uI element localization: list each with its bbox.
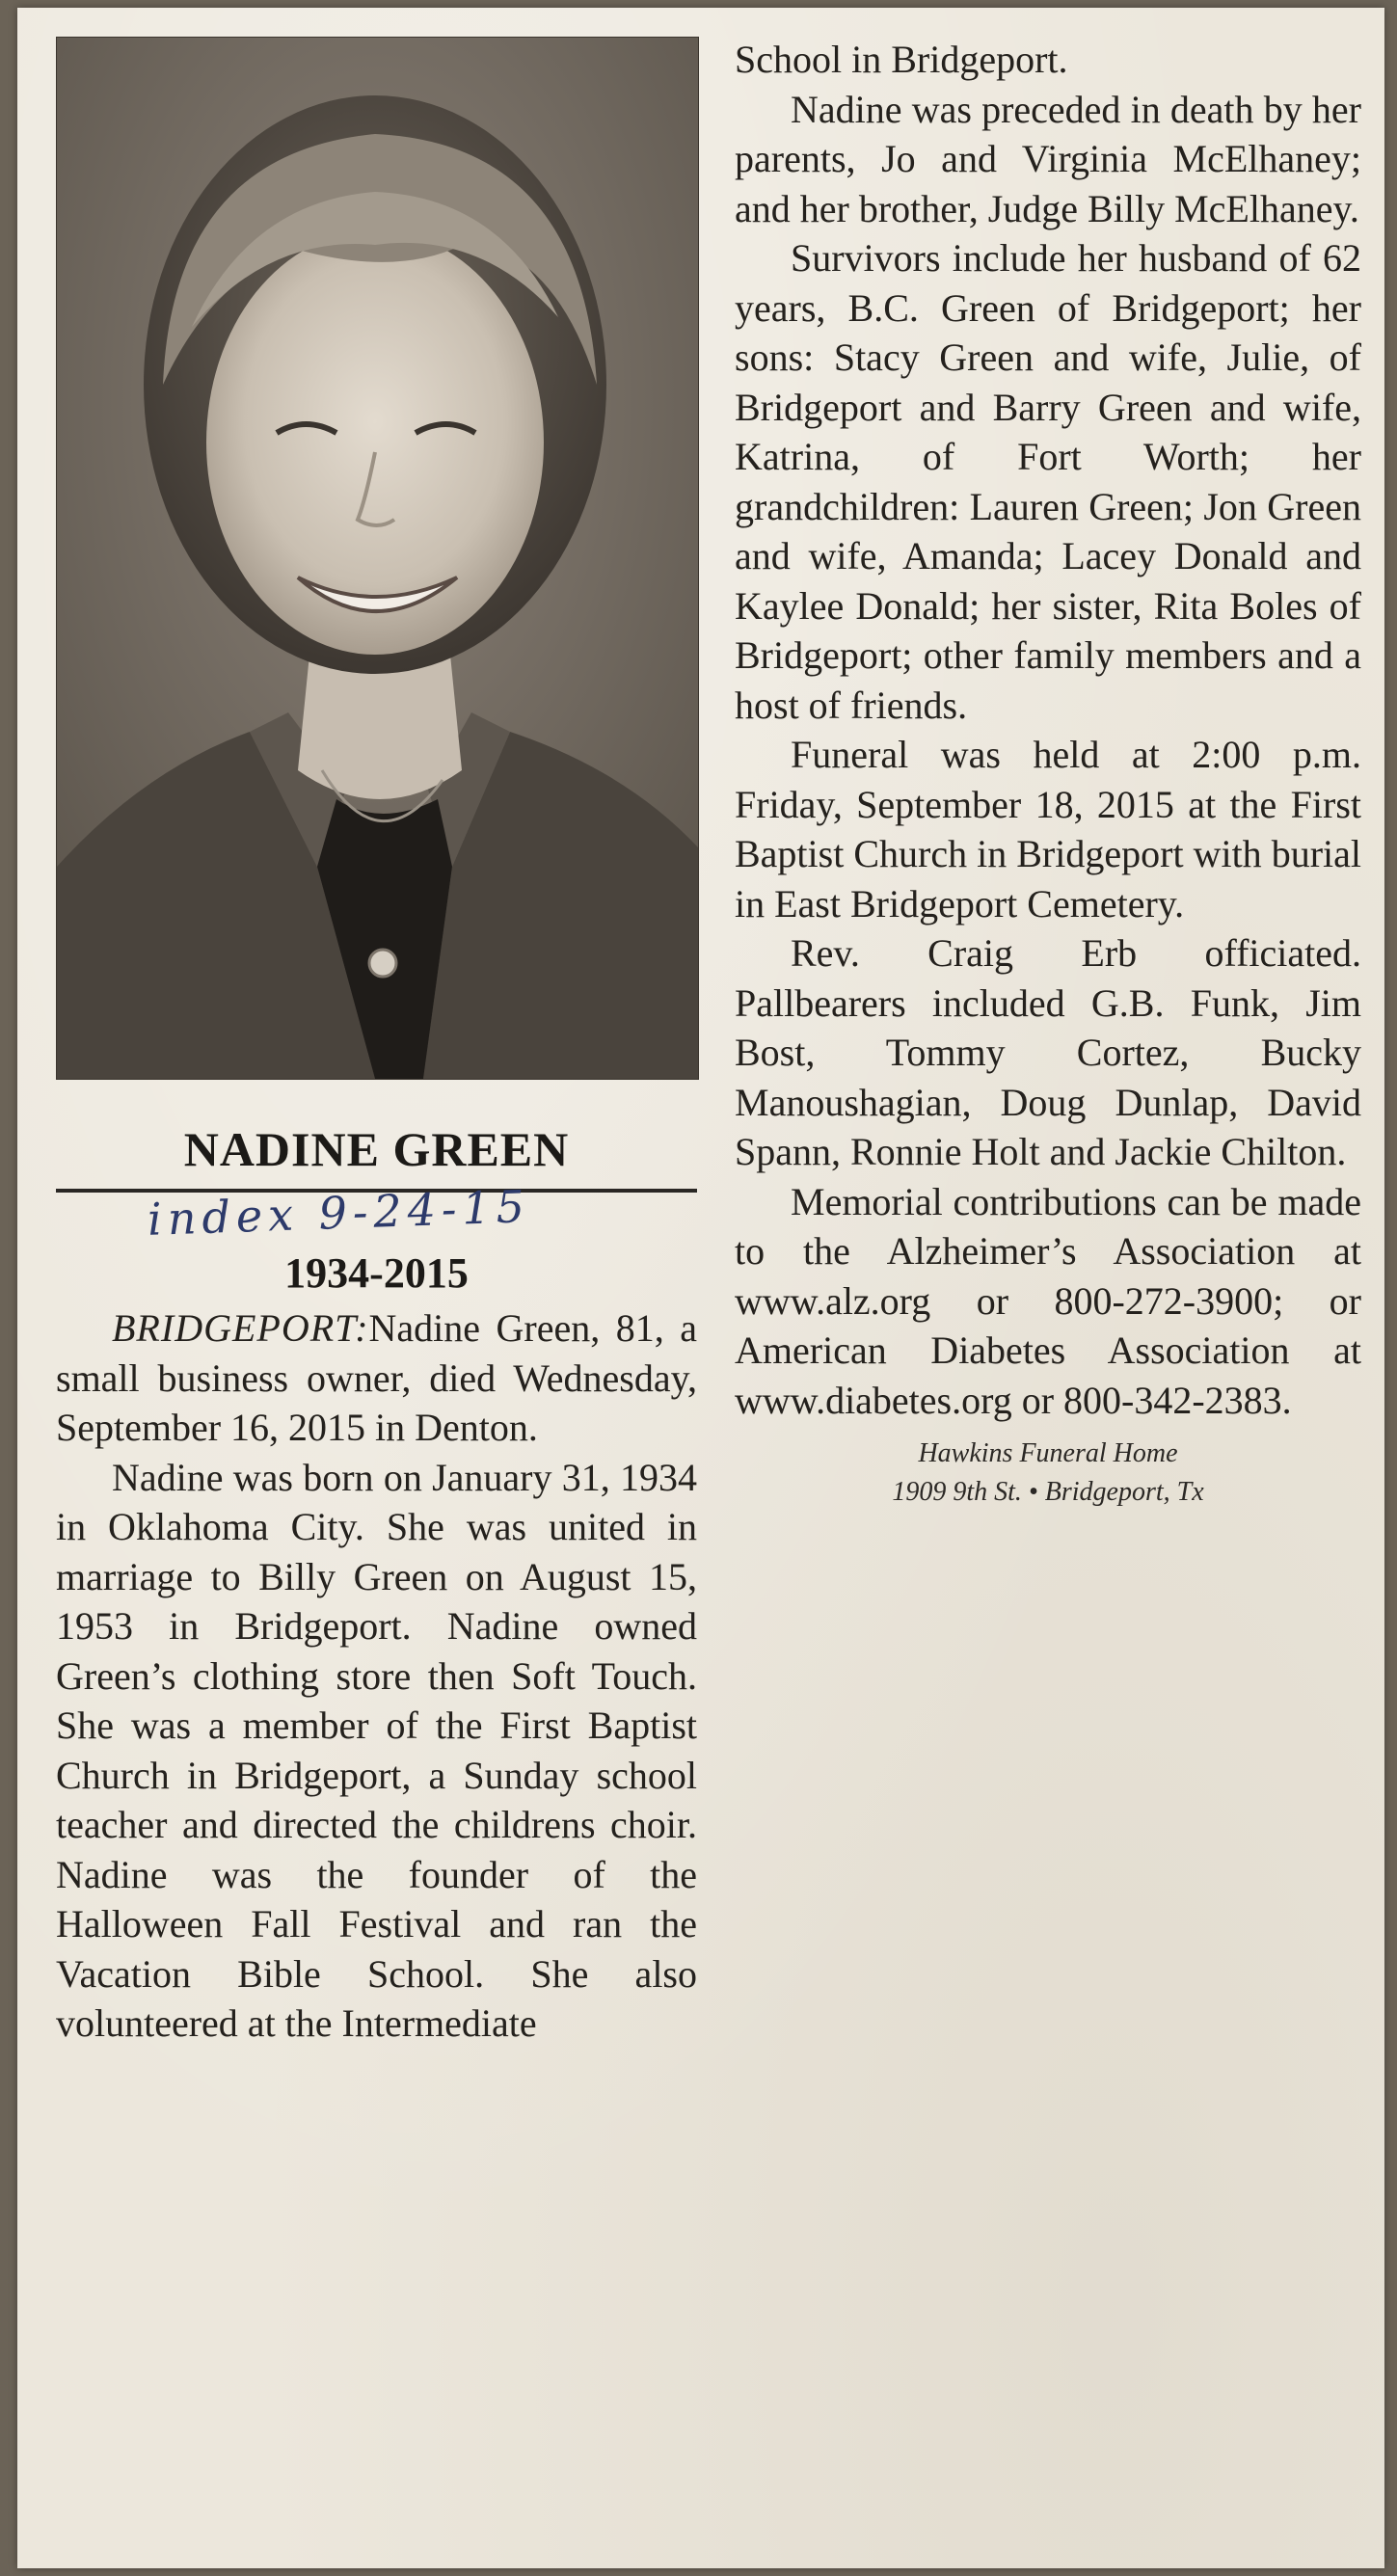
- newspaper-clipping: [17, 8, 1384, 2568]
- deceased-name: NADINE GREEN: [56, 1121, 697, 1193]
- funeral-home-name: Hawkins Funeral Home: [918, 1438, 1178, 1468]
- dateline: BRIDGEPORT:: [112, 1306, 369, 1350]
- obituary-paragraph-text: Nadine Green, 81, a small business owner, died Wednesday, September 16, 2015 in Denton.: [56, 1306, 697, 1449]
- obituary-paragraph: Funeral was held at 2:00 p.m. Friday, September 18, 2015 at the First Baptist Church in Bridgeport with burial in East Bridgeport Cemetery.: [735, 733, 1361, 926]
- obituary-paragraph: Nadine was born on January 31, 1934 in Oklahoma City. She was united in marriage to Billy Green on August 15, 1953 in Bridgeport. Nadine owned Green’s clothing store then Soft Touch. She was a member of the First Baptist Church in Bridgeport, a Sunday school teacher and directed the childrens choir. Nadine was the founder of the Halloween Fall Festival and ran the Vacation Bible School. She also volunteered at the Intermediate: [56, 1455, 697, 2045]
- right-column: [735, 35, 1361, 1512]
- obituary-paragraph: [56, 1303, 697, 1453]
- continued-line: School in Bridgeport.: [735, 38, 1068, 81]
- handwritten-note-text: index 9-24-15: [147, 1180, 531, 1246]
- left-column: [56, 1121, 697, 2049]
- funeral-home-credit: [735, 1435, 1361, 1512]
- funeral-home-address: 1909 9th St. • Bridgeport, Tx: [892, 1477, 1204, 1507]
- obituary-paragraph: Memorial contributions can be made to the Alzheimer’s Association at www.alz.org or 800-272-3900; or American Diabetes Association at www.diabetes.org or 800-342-2383.: [735, 1179, 1361, 1422]
- obituary-paragraph: Survivors include her husband of 62 years, B.C. Green of Bridgeport; her sons: Stacy Green and wife, Julie, of Bridgeport and Barry Green and wife, Katrina, of Fort Worth; her grandchildren: Lauren Green; Jon Green and wife, Amanda; Lacey Donald and Kaylee Donald; her sister, Rita Boles of Bridgeport; other family members and a host of friends.: [735, 236, 1361, 727]
- obituary-paragraph: Nadine was preceded in death by her parents, Jo and Virginia McElhaney; and her brother, Judge Billy McElhaney.: [735, 87, 1361, 230]
- handwritten-note: [56, 1180, 697, 1247]
- life-years: 1934-2015: [284, 1249, 469, 1297]
- obituary-paragraph: Rev. Craig Erb officiated. Pallbearers included G.B. Funk, Jim Bost, Tommy Cortez, Bucky Manoushagian, Doug Dunlap, David Spann, Ronnie Holt and Jackie Chilton.: [735, 931, 1361, 1173]
- portrait-photo: [56, 37, 699, 1080]
